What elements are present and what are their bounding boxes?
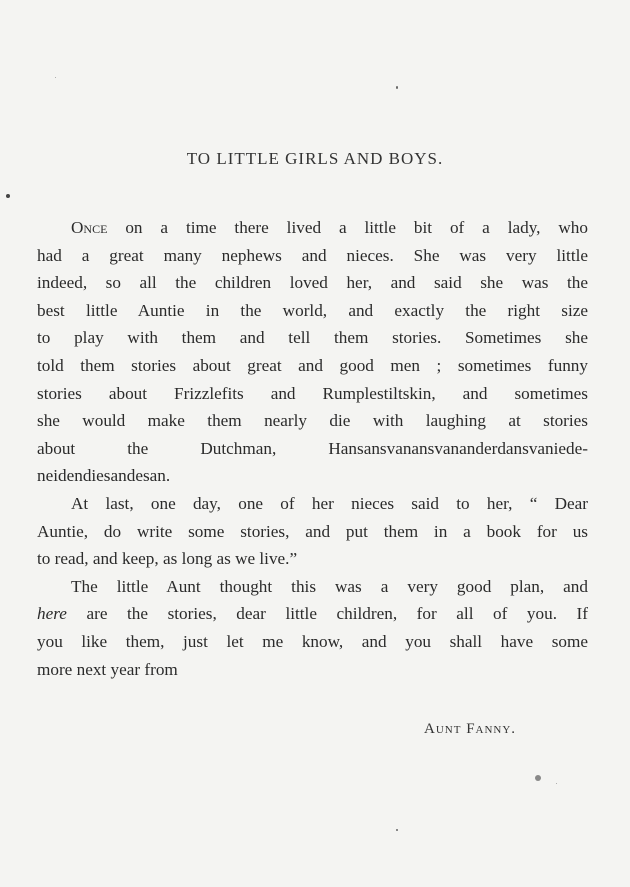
scan-speck <box>556 783 557 784</box>
text-line: here are the stories, dear little children, for all of you. If <box>37 604 588 624</box>
scan-speck <box>535 775 541 781</box>
text-line: to play with them and tell them stories. Sometimes she <box>37 328 588 348</box>
text-line: about the Dutchman, Hansansvanansvananderdansvaniede- <box>37 438 588 458</box>
scan-speck <box>6 194 10 198</box>
text-line: best little Auntie in the world, and exactly the right size <box>37 300 588 320</box>
scan-speck <box>396 86 398 89</box>
text-line: you like them, just let me know, and you shall have some <box>37 631 588 651</box>
text-line: indeed, so all the children loved her, and said she was the <box>37 273 588 293</box>
text-line: told them stories about great and good men ; sometimes funny <box>37 355 588 375</box>
text-line: more next year from <box>37 659 178 679</box>
page-title: TO LITTLE GIRLS AND BOYS. <box>186 149 444 168</box>
body-text <box>37 214 588 683</box>
small-caps-lead: Once <box>71 218 108 237</box>
scan-speck <box>396 829 398 831</box>
text-line: she would make them nearly die with laughing at stories <box>37 411 588 431</box>
text-line: neidendiesandesan. <box>37 466 171 486</box>
text-line: At last, one day, one of her nieces said to her, “ Dear <box>71 493 588 513</box>
text-line: Once on a time there lived a little bit of a lady, who <box>71 218 588 237</box>
signature: Aunt Fanny. <box>424 721 517 737</box>
text-line: had a great many nephews and nieces. She was very little <box>37 245 588 265</box>
text-line: to read, and keep, as long as we live.” <box>37 549 298 569</box>
text-line: The little Aunt thought this was a very good plan, and <box>71 576 588 596</box>
scan-speck <box>55 77 56 78</box>
italic-word: here <box>37 604 67 624</box>
text-line: stories about Frizzlefits and Rumplestiltskin, and sometimes <box>37 383 588 403</box>
text-line: Auntie, do write some stories, and put them in a book for us <box>37 521 588 541</box>
